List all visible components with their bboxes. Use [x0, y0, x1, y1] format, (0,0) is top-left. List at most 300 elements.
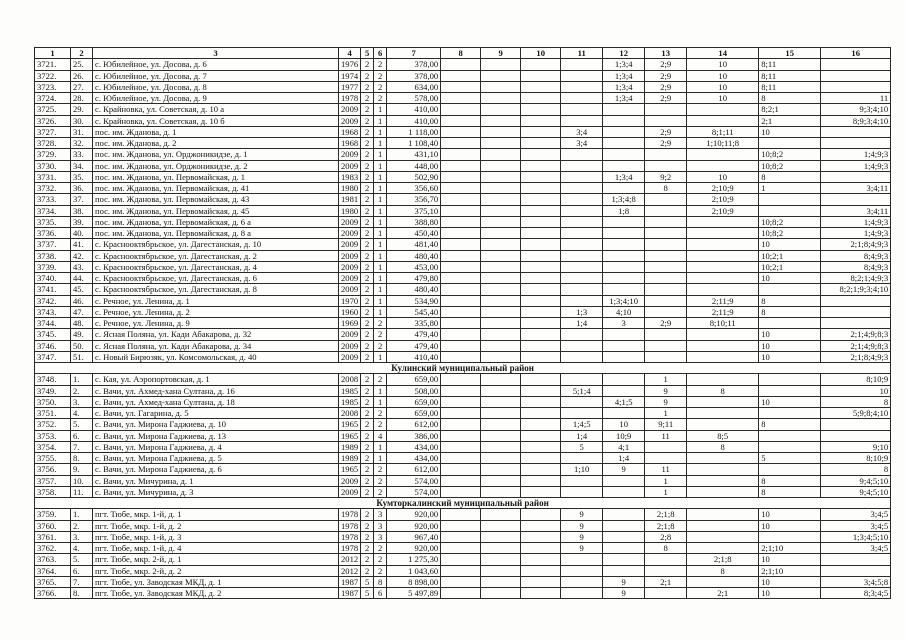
work-cell-10 — [521, 239, 561, 250]
work-cell-15: 2;1 — [759, 115, 821, 126]
work-cell-10 — [521, 160, 561, 171]
year-cell: 2009 — [339, 160, 361, 171]
local-number: 10. — [71, 475, 93, 486]
floors-cell: 2 — [361, 149, 374, 160]
work-cell-12 — [603, 351, 645, 362]
section-row — [35, 498, 891, 509]
work-cell-9 — [481, 565, 521, 576]
work-cell-9 — [481, 171, 521, 182]
area-cell: 920,00 — [387, 520, 441, 531]
entrances-cell: 2 — [374, 318, 387, 329]
local-number: 5. — [71, 419, 93, 430]
table-row — [35, 531, 891, 542]
table-row — [35, 565, 891, 576]
address-cell: с. Краснооктябрьское, ул. Дагестанская, д. 6 — [93, 273, 339, 284]
area-cell: 1 043,60 — [387, 565, 441, 576]
work-cell-12 — [603, 160, 645, 171]
work-cell-9 — [481, 216, 521, 227]
work-cell-14: 10 — [687, 81, 759, 92]
year-cell: 2009 — [339, 239, 361, 250]
floors-cell: 2 — [361, 126, 374, 137]
floors-cell: 2 — [361, 250, 374, 261]
work-cell-11 — [561, 453, 603, 464]
work-cell-10 — [521, 81, 561, 92]
table-row — [35, 374, 891, 385]
floors-cell: 2 — [361, 554, 374, 565]
local-number: 38. — [71, 205, 93, 216]
table-row — [35, 430, 891, 441]
work-cell-12 — [603, 261, 645, 272]
row-number: 3729. — [35, 149, 71, 160]
work-cell-15: 8 — [759, 295, 821, 306]
work-cell-16 — [821, 138, 891, 149]
row-number: 3754. — [35, 441, 71, 452]
year-cell: 1978 — [339, 93, 361, 104]
work-cell-8 — [441, 419, 481, 430]
row-number: 3740. — [35, 273, 71, 284]
local-number: 8. — [71, 588, 93, 599]
work-cell-9 — [481, 419, 521, 430]
address-cell: пос. им. Жданова, ул. Первомайская, д. 43 — [93, 194, 339, 205]
entrances-cell: 8 — [374, 576, 387, 587]
address-cell: с. Речное, ул. Ленина, д. 2 — [93, 306, 339, 317]
local-number: 3. — [71, 396, 93, 407]
year-cell: 1983 — [339, 171, 361, 182]
work-cell-10 — [521, 138, 561, 149]
header-cell: 6 — [374, 48, 387, 59]
work-cell-9 — [481, 205, 521, 216]
work-cell-14: 10 — [687, 93, 759, 104]
work-cell-12: 10;9 — [603, 430, 645, 441]
row-number: 3728. — [35, 138, 71, 149]
local-number: 48. — [71, 318, 93, 329]
address-cell: пгт. Тюбе, мкр. 1-й, д. 1 — [93, 509, 339, 520]
area-cell: 434,00 — [387, 453, 441, 464]
floors-cell: 2 — [361, 430, 374, 441]
floors-cell: 2 — [361, 464, 374, 475]
table-row — [35, 295, 891, 306]
work-cell-9 — [481, 138, 521, 149]
row-number: 3750. — [35, 396, 71, 407]
work-cell-11 — [561, 261, 603, 272]
area-cell: 967,40 — [387, 531, 441, 542]
work-cell-11 — [561, 554, 603, 565]
table-row — [35, 216, 891, 227]
local-number: 29. — [71, 104, 93, 115]
area-cell: 448,00 — [387, 160, 441, 171]
work-cell-16: 1;4;9;3 — [821, 149, 891, 160]
year-cell: 2009 — [339, 250, 361, 261]
local-number: 4. — [71, 543, 93, 554]
work-cell-13 — [645, 351, 687, 362]
floors-cell: 2 — [361, 194, 374, 205]
row-number: 3727. — [35, 126, 71, 137]
work-cell-16: 1;4;9;3 — [821, 228, 891, 239]
work-cell-11 — [561, 340, 603, 351]
work-cell-9 — [481, 295, 521, 306]
floors-cell: 2 — [361, 216, 374, 227]
work-cell-12 — [603, 543, 645, 554]
address-cell: пос. им. Жданова, ул. Первомайская, д. 41 — [93, 183, 339, 194]
work-cell-12: 4;10 — [603, 306, 645, 317]
area-cell: 410,00 — [387, 115, 441, 126]
row-number: 3761. — [35, 531, 71, 542]
work-cell-15: 8 — [759, 306, 821, 317]
entrances-cell: 1 — [374, 160, 387, 171]
work-cell-14 — [687, 464, 759, 475]
work-cell-13 — [645, 329, 687, 340]
work-cell-10 — [521, 351, 561, 362]
year-cell: 2009 — [339, 228, 361, 239]
floors-cell: 2 — [361, 160, 374, 171]
year-cell: 1987 — [339, 576, 361, 587]
work-cell-14: 2;10;9 — [687, 194, 759, 205]
work-cell-10 — [521, 171, 561, 182]
section-row — [35, 363, 891, 374]
work-cell-10 — [521, 104, 561, 115]
work-cell-11: 5 — [561, 441, 603, 452]
area-cell: 431,10 — [387, 149, 441, 160]
work-cell-10 — [521, 93, 561, 104]
work-cell-13: 1 — [645, 486, 687, 497]
work-cell-8 — [441, 531, 481, 542]
table-row — [35, 306, 891, 317]
work-cell-10 — [521, 453, 561, 464]
header-cell: 15 — [759, 48, 821, 59]
work-cell-14 — [687, 351, 759, 362]
address-cell: пос. им. Жданова, ул. Орджоникидзе, д. 2 — [93, 160, 339, 171]
work-cell-15: 8;11 — [759, 70, 821, 81]
work-cell-12 — [603, 183, 645, 194]
address-cell: с. Вачи, ул. Мирона Гаджиева, д. 13 — [93, 430, 339, 441]
work-cell-10 — [521, 205, 561, 216]
entrances-cell: 1 — [374, 273, 387, 284]
local-number: 26. — [71, 70, 93, 81]
work-cell-11 — [561, 475, 603, 486]
work-cell-15: 8;2;1 — [759, 104, 821, 115]
address-cell: с. Юбилейное, ул. Досова, д. 7 — [93, 70, 339, 81]
entrances-cell: 2 — [374, 59, 387, 70]
work-cell-10 — [521, 273, 561, 284]
local-number: 41. — [71, 239, 93, 250]
year-cell: 1978 — [339, 531, 361, 542]
work-cell-13: 2;8 — [645, 531, 687, 542]
work-cell-12 — [603, 149, 645, 160]
floors-cell: 2 — [361, 340, 374, 351]
work-cell-14: 8;10;11 — [687, 318, 759, 329]
floors-cell: 2 — [361, 396, 374, 407]
table-row — [35, 81, 891, 92]
work-cell-16 — [821, 126, 891, 137]
work-cell-8 — [441, 138, 481, 149]
row-number: 3730. — [35, 160, 71, 171]
work-cell-15: 8 — [759, 475, 821, 486]
row-number: 3759. — [35, 509, 71, 520]
local-number: 46. — [71, 295, 93, 306]
table-row — [35, 171, 891, 182]
year-cell: 2009 — [339, 273, 361, 284]
address-cell: с. Новый Бирюзяк, ул. Комсомольская, д. 40 — [93, 351, 339, 362]
work-cell-10 — [521, 70, 561, 81]
work-cell-15 — [759, 385, 821, 396]
entrances-cell: 1 — [374, 295, 387, 306]
work-cell-8 — [441, 340, 481, 351]
work-cell-13: 2;9 — [645, 318, 687, 329]
floors-cell: 2 — [361, 93, 374, 104]
entrances-cell: 1 — [374, 149, 387, 160]
work-cell-13 — [645, 160, 687, 171]
section-title: Кулинский муниципальный район — [35, 363, 891, 374]
work-cell-13 — [645, 565, 687, 576]
row-number: 3722. — [35, 70, 71, 81]
address-cell: с. Юбилейное, ул. Досова, д. 9 — [93, 93, 339, 104]
work-cell-14: 2;11;9 — [687, 295, 759, 306]
entrances-cell: 2 — [374, 419, 387, 430]
year-cell: 1978 — [339, 520, 361, 531]
work-cell-11 — [561, 183, 603, 194]
work-cell-8 — [441, 520, 481, 531]
work-cell-13: 1 — [645, 374, 687, 385]
entrances-cell: 1 — [374, 104, 387, 115]
area-cell: 612,00 — [387, 419, 441, 430]
table-row — [35, 59, 891, 70]
area-cell: 335,80 — [387, 318, 441, 329]
work-cell-8 — [441, 588, 481, 599]
work-cell-12: 1;8 — [603, 205, 645, 216]
work-cell-16: 9;3;4;10 — [821, 104, 891, 115]
work-cell-14 — [687, 104, 759, 115]
work-cell-10 — [521, 295, 561, 306]
year-cell: 1987 — [339, 588, 361, 599]
address-cell: пос. им. Жданова, ул. Орджоникидзе, д. 1 — [93, 149, 339, 160]
work-cell-9 — [481, 520, 521, 531]
work-cell-12 — [603, 284, 645, 295]
work-cell-9 — [481, 385, 521, 396]
work-cell-11 — [561, 576, 603, 587]
work-cell-11: 5;1;4 — [561, 385, 603, 396]
floors-cell: 2 — [361, 284, 374, 295]
row-number: 3739. — [35, 261, 71, 272]
year-cell: 2009 — [339, 475, 361, 486]
floors-cell: 2 — [361, 205, 374, 216]
register-table — [34, 47, 891, 599]
work-cell-15 — [759, 138, 821, 149]
local-number: 6. — [71, 565, 93, 576]
table-row — [35, 228, 891, 239]
work-cell-15: 10 — [759, 576, 821, 587]
header-row — [35, 48, 891, 59]
header-cell: 3 — [93, 48, 339, 59]
work-cell-13: 2;9 — [645, 93, 687, 104]
work-cell-13 — [645, 250, 687, 261]
area-cell: 480,40 — [387, 284, 441, 295]
year-cell: 1970 — [339, 295, 361, 306]
work-cell-14: 10 — [687, 171, 759, 182]
local-number: 3. — [71, 531, 93, 542]
floors-cell: 2 — [361, 104, 374, 115]
year-cell: 1985 — [339, 385, 361, 396]
work-cell-12 — [603, 228, 645, 239]
work-cell-9 — [481, 441, 521, 452]
work-cell-10 — [521, 554, 561, 565]
work-cell-8 — [441, 306, 481, 317]
work-cell-16: 9;4;5;10 — [821, 475, 891, 486]
work-cell-8 — [441, 126, 481, 137]
local-number: 1. — [71, 509, 93, 520]
row-number: 3732. — [35, 183, 71, 194]
work-cell-9 — [481, 273, 521, 284]
local-number: 37. — [71, 194, 93, 205]
work-cell-14: 10 — [687, 70, 759, 81]
work-cell-11 — [561, 70, 603, 81]
local-number: 11. — [71, 486, 93, 497]
work-cell-15: 8;11 — [759, 81, 821, 92]
work-cell-11 — [561, 351, 603, 362]
work-cell-13 — [645, 306, 687, 317]
entrances-cell: 1 — [374, 126, 387, 137]
area-cell: 1 108,40 — [387, 138, 441, 149]
local-number: 28. — [71, 93, 93, 104]
area-cell: 545,40 — [387, 306, 441, 317]
address-cell: пос. им. Жданова, ул. Первомайская, д. 1 — [93, 171, 339, 182]
work-cell-10 — [521, 565, 561, 576]
work-cell-15: 8 — [759, 419, 821, 430]
work-cell-14: 8 — [687, 441, 759, 452]
work-cell-10 — [521, 464, 561, 475]
table-row — [35, 464, 891, 475]
work-cell-11: 1;4 — [561, 430, 603, 441]
work-cell-11 — [561, 81, 603, 92]
work-cell-16 — [821, 70, 891, 81]
floors-cell: 2 — [361, 565, 374, 576]
table-row — [35, 70, 891, 81]
work-cell-11 — [561, 396, 603, 407]
floors-cell: 2 — [361, 509, 374, 520]
work-cell-8 — [441, 104, 481, 115]
address-cell: с. Крайновка, ул. Советская, д. 10 а — [93, 104, 339, 115]
work-cell-13: 2;9 — [645, 138, 687, 149]
area-cell: 410,00 — [387, 104, 441, 115]
entrances-cell: 2 — [374, 374, 387, 385]
work-cell-16: 8;9;3;4;10 — [821, 115, 891, 126]
floors-cell: 2 — [361, 329, 374, 340]
work-cell-15: 2;1;10 — [759, 565, 821, 576]
work-cell-8 — [441, 408, 481, 419]
work-cell-16: 3;4;11 — [821, 183, 891, 194]
work-cell-13 — [645, 261, 687, 272]
work-cell-14 — [687, 520, 759, 531]
work-cell-16: 8;2;1;9;3;4;10 — [821, 284, 891, 295]
floors-cell: 2 — [361, 81, 374, 92]
address-cell: пгт. Тюбе, ул. Заводская МКД, д. 1 — [93, 576, 339, 587]
table-row — [35, 93, 891, 104]
work-cell-8 — [441, 509, 481, 520]
entrances-cell: 2 — [374, 475, 387, 486]
row-number: 3742. — [35, 295, 71, 306]
work-cell-11 — [561, 59, 603, 70]
row-number: 3765. — [35, 576, 71, 587]
work-cell-16: 8;3;4;5 — [821, 588, 891, 599]
work-cell-10 — [521, 419, 561, 430]
work-cell-14: 1;10;11;8 — [687, 138, 759, 149]
work-cell-15: 10 — [759, 396, 821, 407]
work-cell-15: 5 — [759, 453, 821, 464]
work-cell-15: 8 — [759, 171, 821, 182]
year-cell: 2009 — [339, 340, 361, 351]
address-cell: с. Краснооктябрьское, ул. Дагестанская, д. 8 — [93, 284, 339, 295]
work-cell-12 — [603, 520, 645, 531]
table-row — [35, 239, 891, 250]
work-cell-10 — [521, 340, 561, 351]
floors-cell: 2 — [361, 306, 374, 317]
entrances-cell: 1 — [374, 396, 387, 407]
work-cell-15: 10 — [759, 273, 821, 284]
work-cell-9 — [481, 250, 521, 261]
work-cell-14 — [687, 250, 759, 261]
header-cell: 10 — [521, 48, 561, 59]
work-cell-16 — [821, 59, 891, 70]
work-cell-13: 1 — [645, 408, 687, 419]
row-number: 3733. — [35, 194, 71, 205]
work-cell-11: 9 — [561, 520, 603, 531]
work-cell-11 — [561, 149, 603, 160]
work-cell-12 — [603, 126, 645, 137]
local-number: 31. — [71, 126, 93, 137]
entrances-cell: 2 — [374, 340, 387, 351]
row-number: 3763. — [35, 554, 71, 565]
floors-cell: 2 — [361, 441, 374, 452]
work-cell-8 — [441, 261, 481, 272]
work-cell-16 — [821, 295, 891, 306]
work-cell-13 — [645, 340, 687, 351]
local-number: 34. — [71, 160, 93, 171]
work-cell-14 — [687, 160, 759, 171]
local-number: 32. — [71, 138, 93, 149]
area-cell: 578,00 — [387, 93, 441, 104]
row-number: 3744. — [35, 318, 71, 329]
work-cell-16 — [821, 81, 891, 92]
entrances-cell: 1 — [374, 183, 387, 194]
floors-cell: 2 — [361, 374, 374, 385]
work-cell-11: 3;4 — [561, 138, 603, 149]
work-cell-12: 1;3;4 — [603, 171, 645, 182]
area-cell: 502,90 — [387, 171, 441, 182]
work-cell-15: 10 — [759, 509, 821, 520]
work-cell-9 — [481, 59, 521, 70]
row-number: 3723. — [35, 81, 71, 92]
address-cell: с. Вачи, ул. Гагарина, д. 5 — [93, 408, 339, 419]
row-number: 3731. — [35, 171, 71, 182]
work-cell-16: 11 — [821, 93, 891, 104]
work-cell-14 — [687, 509, 759, 520]
work-cell-15: 1 — [759, 183, 821, 194]
work-cell-15: 10;8;2 — [759, 149, 821, 160]
work-cell-10 — [521, 306, 561, 317]
work-cell-14: 10 — [687, 59, 759, 70]
work-cell-10 — [521, 374, 561, 385]
work-cell-16: 2;1;8;4;9;3 — [821, 351, 891, 362]
entrances-cell: 1 — [374, 453, 387, 464]
address-cell: пгт. Тюбе, мкр. 2-й, д. 1 — [93, 554, 339, 565]
area-cell: 634,00 — [387, 81, 441, 92]
work-cell-10 — [521, 588, 561, 599]
section-title: Кумторкалинский муниципальный район — [35, 498, 891, 509]
work-cell-8 — [441, 115, 481, 126]
row-number: 3758. — [35, 486, 71, 497]
local-number: 25. — [71, 59, 93, 70]
work-cell-9 — [481, 93, 521, 104]
table-row — [35, 329, 891, 340]
